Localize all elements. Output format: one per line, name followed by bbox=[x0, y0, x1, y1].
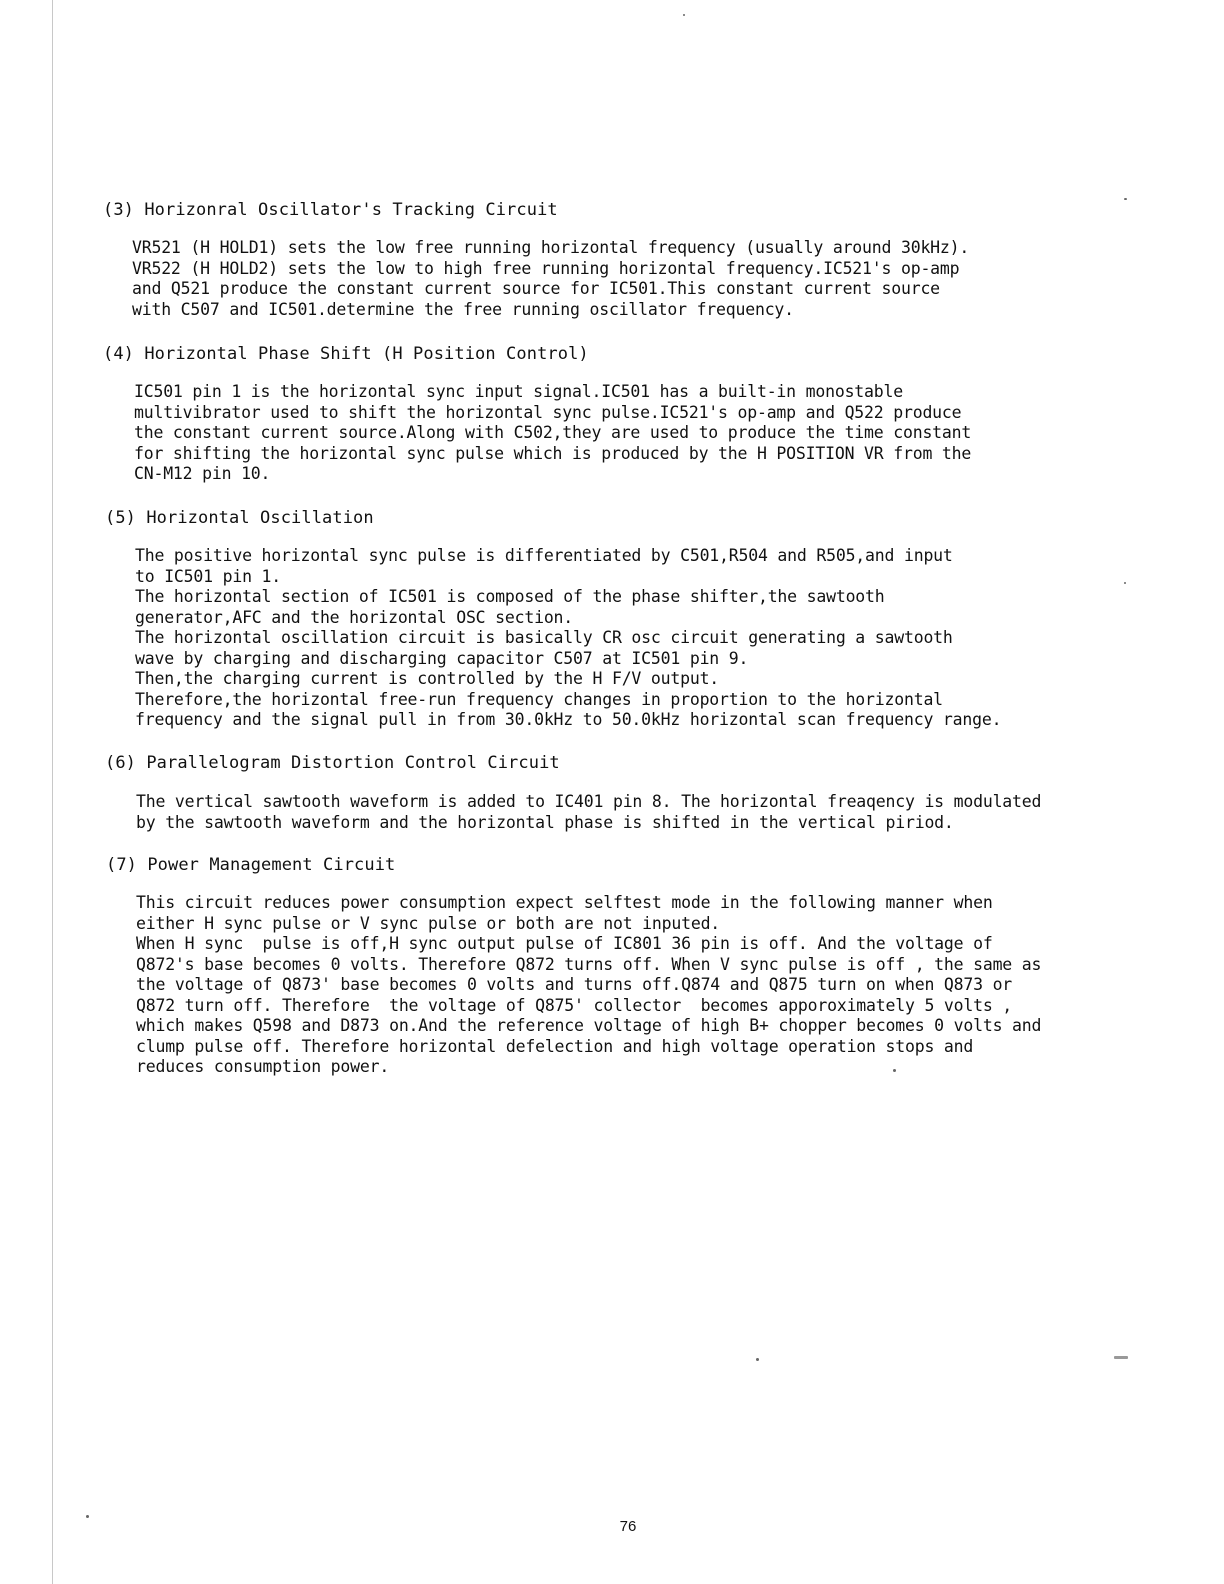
scan-speck bbox=[683, 14, 685, 16]
text-line: Therefore,the horizontal free-run frequency changes in proportion to the horizontal bbox=[135, 689, 943, 709]
scan-speck bbox=[893, 1069, 896, 1072]
section-body bbox=[136, 893, 1041, 1078]
text-line: clump pulse off. Therefore horizontal defelection and high voltage operation stops and bbox=[136, 1036, 974, 1056]
text-line: reduces consumption power. bbox=[136, 1057, 390, 1076]
text-line: generator,AFC and the horizontal OSC section. bbox=[135, 607, 574, 627]
scan-speck bbox=[1114, 1356, 1128, 1359]
scan-speck bbox=[1124, 198, 1127, 200]
text-line: with C507 and IC501.determine the free running oscillator frequency. bbox=[132, 299, 794, 319]
text-line: IC501 pin 1 is the horizontal sync input signal.IC501 has a built-in monostable bbox=[134, 382, 903, 401]
text-line: Q872's base becomes 0 volts. Therefore Q872 turns off. When V sync pulse is off , the same as bbox=[136, 954, 1042, 974]
text-line: by the sawtooth waveform and the horizontal phase is shifted in the vertical piriod. bbox=[136, 812, 954, 832]
text-line: and Q521 produce the constant current source for IC501.This constant current source bbox=[132, 279, 940, 298]
text-line: The vertical sawtooth waveform is added to IC401 pin 8. The horizontal freaqency is modulated bbox=[136, 792, 1042, 811]
section-body bbox=[136, 792, 1041, 833]
section-body bbox=[132, 238, 969, 320]
section-body bbox=[135, 546, 1001, 731]
text-line: multivibrator used to shift the horizontal sync pulse.IC521's op-amp and Q522 produce bbox=[134, 402, 962, 422]
page-number: 76 bbox=[619, 1518, 637, 1535]
text-line: VR522 (H HOLD2) sets the low to high free running horizontal frequency.IC521's op-amp bbox=[132, 258, 960, 278]
section-heading: (6) Parallelogram Distortion Control Circuit bbox=[105, 753, 560, 773]
text-line: This circuit reduces power consumption expect selftest mode in the following manner when bbox=[136, 893, 993, 912]
scan-speck bbox=[86, 1515, 89, 1518]
scan-speck bbox=[756, 1358, 759, 1361]
section-heading: (4) Horizontal Phase Shift (H Position Control) bbox=[103, 344, 589, 364]
text-line: Q872 turn off. Therefore the voltage of Q875' collector becomes apporoximately 5 volts , bbox=[136, 995, 1013, 1015]
text-line: CN-M12 pin 10. bbox=[134, 464, 271, 483]
section-heading: (7) Power Management Circuit bbox=[106, 855, 396, 875]
text-line: When H sync pulse is off,H sync output pulse of IC801 36 pin is off. And the voltage of bbox=[136, 934, 993, 953]
text-line: the constant current source.Along with C502,they are used to produce the time constant bbox=[134, 423, 972, 442]
text-line: The horizontal oscillation circuit is basically CR osc circuit generating a sawtooth bbox=[135, 628, 953, 647]
text-line: for shifting the horizontal sync pulse which is produced by the H POSITION VR from the bbox=[134, 443, 972, 463]
text-line: frequency and the signal pull in from 30.0kHz to 50.0kHz horizontal scan frequency range. bbox=[135, 710, 1002, 729]
text-line: Then,the charging current is controlled by the H F/V output. bbox=[135, 669, 720, 688]
section-heading: (5) Horizontal Oscillation bbox=[105, 508, 374, 528]
text-line: the voltage of Q873' base becomes 0 volts and turns off.Q874 and Q875 turn on when Q873 or bbox=[136, 975, 1013, 994]
text-line: wave by charging and discharging capacitor C507 at IC501 pin 9. bbox=[135, 648, 749, 668]
text-line: either H sync pulse or V sync pulse or both are not inputed. bbox=[136, 913, 721, 933]
text-line: The horizontal section of IC501 is composed of the phase shifter,the sawtooth bbox=[135, 587, 885, 606]
scan-speck bbox=[1124, 582, 1126, 584]
text-line: VR521 (H HOLD1) sets the low free running horizontal frequency (usually around 30kHz). bbox=[132, 238, 970, 257]
text-line: to IC501 pin 1. bbox=[135, 566, 282, 586]
section-heading: (3) Horizonral Oscillator's Tracking Circuit bbox=[103, 200, 558, 220]
text-line: The positive horizontal sync pulse is differentiated by C501,R504 and R505,and input bbox=[135, 546, 953, 565]
section-body bbox=[134, 382, 971, 485]
text-line: which makes Q598 and D873 on.And the reference voltage of high B+ chopper becomes 0 volts and bbox=[136, 1016, 1042, 1035]
